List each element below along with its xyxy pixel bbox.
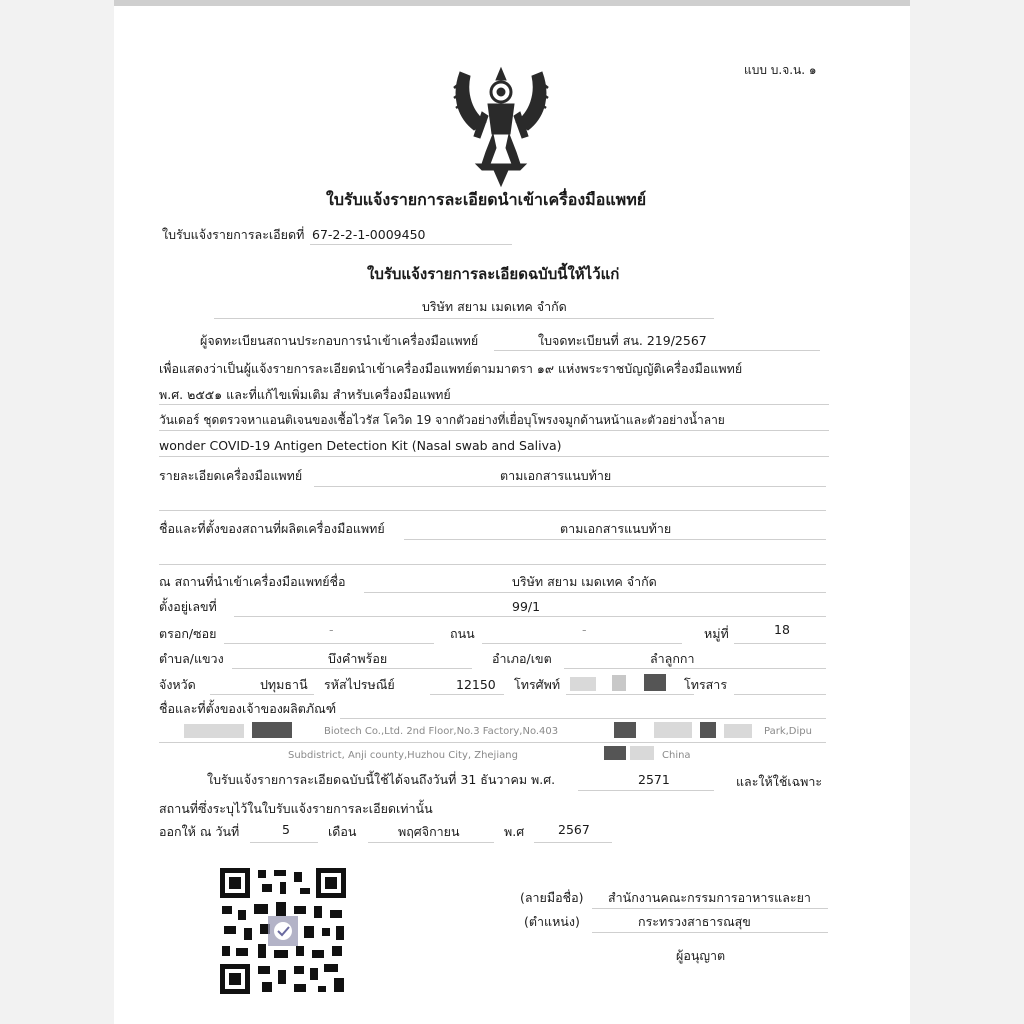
redacted-text [700,722,716,738]
underline [364,592,826,593]
address-number-label: ตั้งอยู่เลขที่ [159,599,217,614]
moo-label: หมู่ที่ [704,626,729,641]
notification-number: 67-2-2-1-0009450 [312,227,426,242]
body-line-3: พ.ศ. ๒๕๕๑ และที่แก้ไขเพิ่มเติม สำหรับเครื่องมือแพทย์ [159,387,451,402]
validity-year: 2571 [638,772,670,787]
underline [159,456,829,457]
document-title: ใบรับแจ้งรายการละเอียดนำเข้าเครื่องมือแพทย์ [326,190,647,209]
underline [578,790,714,791]
redacted-text [184,724,244,738]
soi-label: ตรอก/ซอย [159,626,217,641]
underline [159,742,826,743]
issued-to-heading: ใบรับแจ้งรายการละเอียดฉบับนี้ให้ไว้แก่ [367,265,620,283]
underline [592,932,828,933]
notification-number-label: ใบรับแจ้งรายการละเอียดที่ [162,227,305,242]
issued-day: 5 [282,822,290,837]
signature-value: สำนักงานคณะกรรมการอาหารและยา [608,890,811,905]
postcode-value: 12150 [456,677,496,692]
underline [368,842,494,843]
underline [404,539,826,540]
product-name-english: wonder COVID-19 Antigen Detection Kit (Nasal swab and Saliva) [159,438,562,453]
province-label: จังหวัด [159,677,196,692]
validity-tail: และให้ใช้เฉพาะ [736,774,823,789]
owner-address-fragment: Biotech Co.,Ltd. 2nd Floor,No.3 Factory,No.403 [324,726,559,737]
position-label: (ตำแหน่ง) [524,914,580,929]
postcode-label: รหัสไปรษณีย์ [324,677,395,692]
manufacturer-value: ตามเอกสารแนบท้าย [560,521,672,536]
underline [566,694,694,695]
underline [534,842,612,843]
amphoe-label: อำเภอ/เขต [492,651,552,666]
underline [159,564,826,565]
validity-text: ใบรับแจ้งรายการละเอียดฉบับนี้ใช้ได้จนถึงวันที่ 31 ธันวาคม พ.ศ. [207,772,556,787]
underline [224,643,434,644]
position-value: กระทรวงสาธารณสุข [638,914,751,929]
form-code: แบบ บ.จ.น. ๑ [744,63,817,77]
underline [340,718,826,719]
detail-label: รายละเอียดเครื่องมือแพทย์ [159,468,303,483]
underline [494,350,820,351]
import-place-label: ณ สถานที่นำเข้าเครื่องมือแพทย์ชื่อ [159,574,346,589]
underline [214,318,714,319]
redacted-text [654,722,692,738]
body-line-1: ผู้จดทะเบียนสถานประกอบการนำเข้าเครื่องมือแพทย์ [200,333,479,348]
issued-date-label: ออกให้ ณ วันที่ [159,824,240,839]
qr-code [218,866,348,996]
underline [734,694,826,695]
underline [232,668,472,669]
detail-value: ตามเอกสารแนบท้าย [500,468,612,483]
fax-label: โทรสาร [684,677,728,692]
road-value: - [582,622,587,637]
province-value: ปทุมธานี [260,677,308,692]
tambon-label: ตำบล/แขวง [159,651,224,666]
manufacturer-label: ชื่อและที่ตั้งของสถานที่ผลิตเครื่องมือแพทย์ [159,521,385,536]
underline [564,668,826,669]
product-name-thai: วันเดอร์ ชุดตรวจหาแอนติเจนของเชื้อไวรัส โควิด 19 จากตัวอย่างที่เยื่อบุโพรงจมูกด้านหน้าและตัวอย่างน้ำลาย [159,413,725,427]
body-line-2: เพื่อแสดงว่าเป็นผู้แจ้งรายการละเอียดนำเข้าเครื่องมือแพทย์ตามมาตรา ๑๙ แห่งพระราชบัญญัติเครื่องมือแพทย์ [159,361,743,376]
owner-address-fragment: China [662,750,691,761]
moo-value: 18 [774,622,790,637]
import-place-value: บริษัท สยาม เมดเทค จำกัด [512,574,657,589]
signature-label: (ลายมือชื่อ) [520,890,584,905]
address-number: 99/1 [512,599,541,614]
owner-address-fragment: Park,Dipu [764,726,812,737]
year-label: พ.ศ [504,824,525,839]
redacted-text [724,724,752,738]
redacted-phone [644,674,666,691]
license-number: ใบจดทะเบียนที่ สน. 219/2567 [538,333,707,348]
phone-label: โทรศัพท์ [514,677,561,692]
amphoe-value: ลำลูกกา [650,651,695,666]
document-page [114,6,910,1024]
company-name: บริษัท สยาม เมดเทค จำกัด [422,299,567,314]
underline [430,694,504,695]
redacted-text [604,746,626,760]
owner-address-fragment: Subdistrict, Anji county,Huzhou City, Zhejiang [288,750,518,761]
underline [210,694,314,695]
month-label: เดือน [328,824,357,839]
redacted-text [614,722,636,738]
tambon-value: บึงคำพร้อย [328,651,388,666]
underline [482,643,682,644]
redacted-text [252,722,292,738]
authority-title: ผู้อนุญาต [676,948,726,963]
underline [234,616,826,617]
soi-value: - [329,622,334,637]
underline [310,244,512,245]
issued-year: 2567 [558,822,590,837]
owner-label: ชื่อและที่ตั้งของเจ้าของผลิตภัณฑ์ [159,701,337,716]
garuda-emblem-icon [446,64,556,188]
issued-month: พฤศจิกายน [398,824,460,839]
underline [159,510,826,511]
underline [592,908,828,909]
redacted-text [630,746,654,760]
redacted-phone [612,675,626,691]
underline [159,404,829,405]
underline [314,486,826,487]
underline [250,842,318,843]
validity-line-2: สถานที่ซึ่งระบุไว้ในใบรับแจ้งรายการละเอียดเท่านั้น [159,801,433,816]
redacted-phone [570,677,596,691]
underline [734,643,826,644]
underline [159,430,829,431]
road-label: ถนน [450,626,475,641]
